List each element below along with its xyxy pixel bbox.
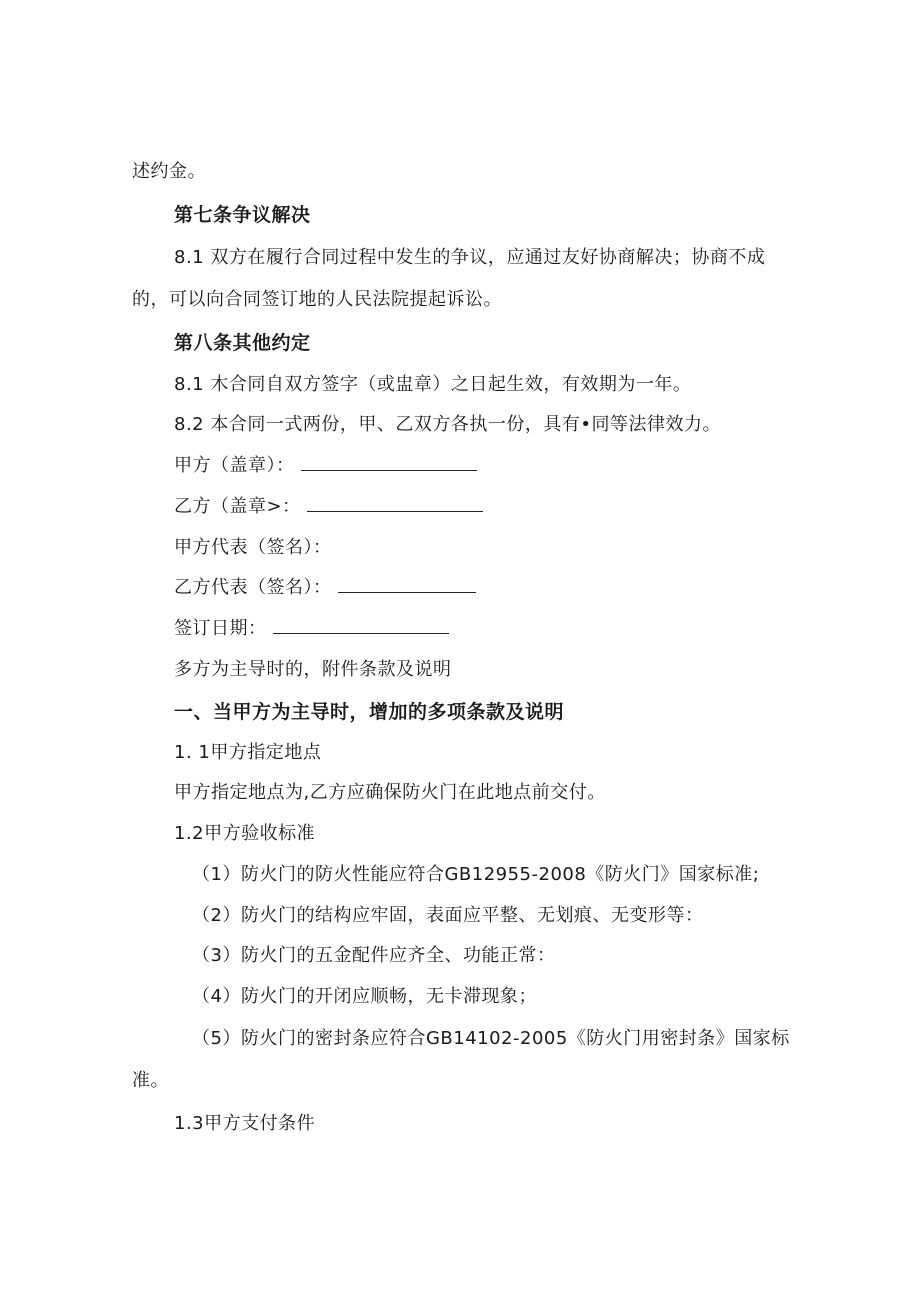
text-line: 述约金。 [132, 161, 206, 182]
signature-label: 签订日期： [174, 618, 267, 639]
text-line: 甲方指定地点为,乙方应确保防火门在此地点前交付。 [174, 782, 606, 803]
date-blank[interactable] [273, 617, 449, 634]
signature-blank[interactable] [338, 576, 476, 593]
text-line: 的，可以向合同签订地的人民法院提起诉讼。 [132, 289, 502, 310]
signature-label: 甲方（盖章）： [174, 455, 295, 476]
signature-label: 乙方代表（签名）： [174, 577, 332, 598]
signature-blank[interactable] [301, 454, 477, 471]
signature-label: 乙方（盖章>： [174, 496, 301, 517]
signature-row-rep-a [174, 536, 332, 560]
section-heading: 第七条争议解决 [174, 204, 311, 226]
text-line: 准。 [132, 1070, 169, 1091]
section-heading: 一、当甲方为主导时，增加的多项条款及说明 [174, 701, 565, 723]
signature-row-party-b [174, 495, 483, 519]
signature-blank[interactable] [307, 495, 483, 512]
list-item: （4）防火门的开闭应顺畅，无卡滞现象； [192, 986, 537, 1007]
text-line: 多方为主导时的，附件条款及说明 [174, 659, 452, 680]
text-line: 1.2甲方验收标准 [174, 823, 316, 844]
list-item: （3）防火门的五金配件应齐全、功能正常： [192, 945, 556, 966]
list-item: （5）防火门的密封条应符合GB14102-2005《防火门用密封条》国家标 [192, 1028, 790, 1049]
signature-row-rep-b [174, 576, 476, 600]
list-item: （1）防火门的防火性能应符合GB12955-2008《防火门》国家标准; [192, 864, 760, 885]
text-line: 8.1 木合同自双方签字（或盅章）之日起生效，有效期为一年。 [174, 374, 692, 395]
text-line: 8.2 本合同一式两份，甲、乙双方各执一份，具有•同等法律效力。 [174, 414, 721, 435]
text-line: 1. 1甲方指定地点 [174, 742, 322, 763]
signature-label: 甲方代表（签名）： [174, 537, 332, 558]
signature-row-date [174, 617, 449, 641]
text-line: 8.1 双方在履行合同过程中发生的争议，应通过友好协商解决；协商不成 [174, 247, 766, 268]
signature-row-party-a [174, 454, 477, 478]
list-item: （2）防火门的结构应牢固，表面应平整、无划痕、无变形等： [192, 905, 704, 926]
text-line: 1.3甲方支付条件 [174, 1113, 316, 1134]
section-heading: 第八条其他约定 [174, 332, 311, 354]
